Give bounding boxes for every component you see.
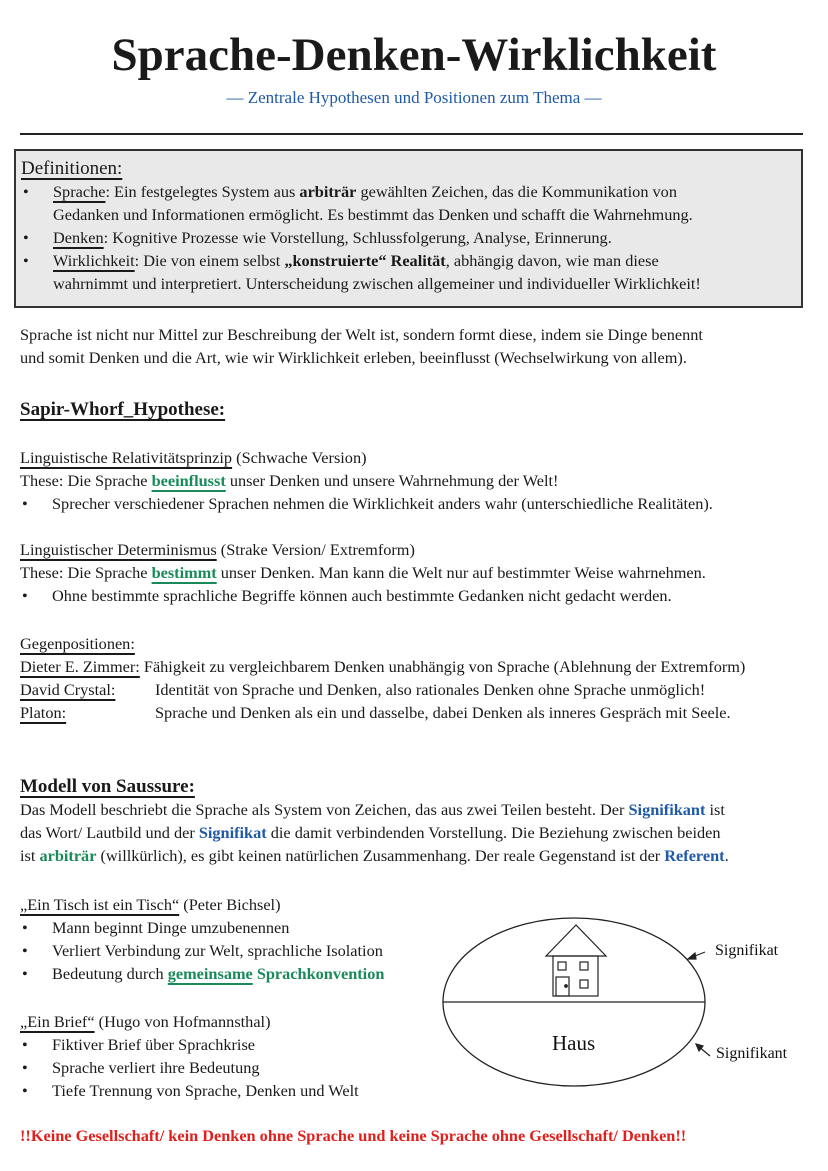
- author: (Hugo von Hofmannsthal): [94, 1012, 271, 1031]
- highlight: bestimmt: [151, 563, 217, 582]
- text: (willkürlich), es gibt keinen natürlichen Zusammenhang. Der reale Gegenstand ist der: [96, 846, 665, 865]
- saussure-diagram: [440, 915, 820, 1093]
- saussure-section: [20, 775, 818, 867]
- text-bold: „konstruierte“ Realität: [284, 251, 446, 270]
- arrow-icon: [688, 952, 705, 959]
- page-subtitle: — Zentrale Hypothesen und Positionen zum Thema —: [226, 88, 602, 107]
- term: Denken: [53, 228, 104, 247]
- page-title: Sprache-Denken-Wirklichkeit: [111, 29, 717, 81]
- definitions-heading: Definitionen:: [21, 158, 123, 179]
- text: : Kognitive Prozesse wie Vorstellung, Schlussfolgerung, Analyse, Erinnerung.: [103, 228, 612, 247]
- determinism-section: [20, 538, 818, 607]
- term-signifikant: Signifikant: [628, 800, 706, 819]
- author: (Peter Bichsel): [179, 895, 281, 914]
- bullet-item: • Ohne bestimmte sprachliche Begriffe können auch bestimmte Gedanken nicht gedacht werden.: [20, 584, 818, 607]
- position-text: Identität von Sprache und Denken, also rationales Denken ohne Sprache unmöglich!: [155, 680, 706, 699]
- definition-denken: [21, 226, 818, 249]
- work-title: „Ein Tisch ist ein Tisch“: [20, 895, 180, 914]
- position-text: Sprache und Denken als ein und dasselbe, dabei Denken als inneres Gespräch mit Seele.: [155, 703, 731, 722]
- text: : Ein festgelegtes System aus: [105, 182, 300, 201]
- diagram-word: Haus: [552, 1031, 596, 1055]
- definition-wirklichkeit-cont: wahrnimmt und interpretiert. Unterscheidung zwischen allgemeiner und individueller Wirklichkeit!: [53, 274, 701, 293]
- bullet-item: • Fiktiver Brief über Sprachkrise: [20, 1033, 818, 1056]
- text: (Schwache Version): [232, 448, 367, 467]
- counter-positions: [20, 632, 818, 724]
- intro-paragraph: [20, 323, 818, 369]
- closing-statement: !!Keine Gesellschaft/ kein Denken ohne Sprache und keine Sprache ohne Gesellschaft/ Denken!!: [20, 1126, 687, 1145]
- bullet-item: • Sprache verliert ihre Bedeutung: [20, 1056, 818, 1079]
- saussure-heading: Modell von Saussure:: [20, 776, 195, 797]
- text: unser Denken. Man kann die Welt nur auf bestimmter Weise wahrnehmen.: [216, 563, 706, 582]
- divider: [20, 133, 803, 135]
- term-signifikat: Signifikat: [198, 823, 267, 842]
- arrow-icon: [696, 1044, 710, 1056]
- bullet-item: • Mann beginnt Dinge umzubenennen: [20, 916, 818, 939]
- work-title: „Ein Brief“: [20, 1012, 95, 1031]
- definitions-content: [21, 157, 818, 295]
- text: (Strake Version/ Extremform): [216, 540, 415, 559]
- term-referent: Referent: [664, 846, 725, 865]
- text: : Die von einem selbst: [134, 251, 285, 270]
- text: das Wort/ Lautbild und der: [20, 823, 199, 842]
- term-arbitraer: arbiträr: [39, 846, 97, 865]
- text-line: und somit Denken und die Art, wie wir Wirklichkeit erleben, beeinflusst (Wechselwirkung von allem).: [20, 348, 687, 367]
- definition-wirklichkeit: [21, 249, 818, 272]
- person-name: David Crystal:: [20, 680, 116, 699]
- text: die damit verbindenden Vorstellung. Die Beziehung zwischen beiden: [266, 823, 721, 842]
- determinism-title: Linguistischer Determinismus: [20, 540, 217, 559]
- text: unser Denken und unsere Wahrnehmung der Welt!: [225, 471, 559, 490]
- sapir-heading-block: [20, 398, 818, 421]
- text: ist: [20, 846, 40, 865]
- label-signifikat: Signifikat: [715, 942, 779, 959]
- text: These: Die Sprache: [20, 471, 152, 490]
- bullet-item: • Sprecher verschiedener Sprachen nehmen die Wirklichkeit anders wahr (unterschiedliche Realitäten).: [20, 492, 818, 515]
- term: Wirklichkeit: [53, 251, 135, 270]
- text: ist: [705, 800, 725, 819]
- term: Sprache: [53, 182, 106, 201]
- text: gewählten Zeichen, das die Kommunikation von: [356, 182, 677, 201]
- text: .: [724, 846, 729, 865]
- definition-sprache: [21, 180, 818, 203]
- bullet-item: • Verliert Verbindung zur Welt, sprachliche Isolation: [20, 939, 818, 962]
- text: , abhängig davon, wie man diese: [445, 251, 659, 270]
- highlight: Sprachkonvention: [252, 964, 385, 983]
- person-name: Dieter E. Zimmer:: [20, 657, 140, 676]
- highlight: beeinflusst: [151, 471, 226, 490]
- text-bold: arbiträr: [299, 182, 357, 201]
- text: Bedeutung durch: [52, 964, 168, 983]
- position-text: Fähigkeit zu vergleichbarem Denken unabhängig von Sprache (Ablehnung der Extremform): [139, 657, 746, 676]
- person-name: Platon:: [20, 703, 67, 722]
- bullet-item: • Tiefe Trennung von Sprache, Denken und Welt: [20, 1079, 818, 1102]
- text-line: Sprache ist nicht nur Mittel zur Beschreibung der Welt ist, sondern formt diese, indem sie Dinge benennt: [20, 325, 703, 344]
- house-icon: [546, 925, 606, 996]
- definition-sprache-cont: Gedanken und Informationen ermöglicht. Es bestimmt das Denken und schafft die Wahrnehmung.: [53, 205, 693, 224]
- label-signifikant: Signifikant: [716, 1045, 788, 1062]
- counter-heading: Gegenpositionen:: [20, 634, 135, 653]
- relativity-section: [20, 446, 818, 515]
- relativity-title: Linguistische Relativitätsprinzip: [20, 448, 233, 467]
- text: These: Die Sprache: [20, 563, 152, 582]
- highlight: gemeinsame: [167, 964, 253, 983]
- sapir-heading: Sapir-Whorf_Hypothese:: [20, 399, 226, 420]
- text: Das Modell beschriebt die Sprache als System von Zeichen, das aus zwei Teilen besteht. Der: [20, 800, 629, 819]
